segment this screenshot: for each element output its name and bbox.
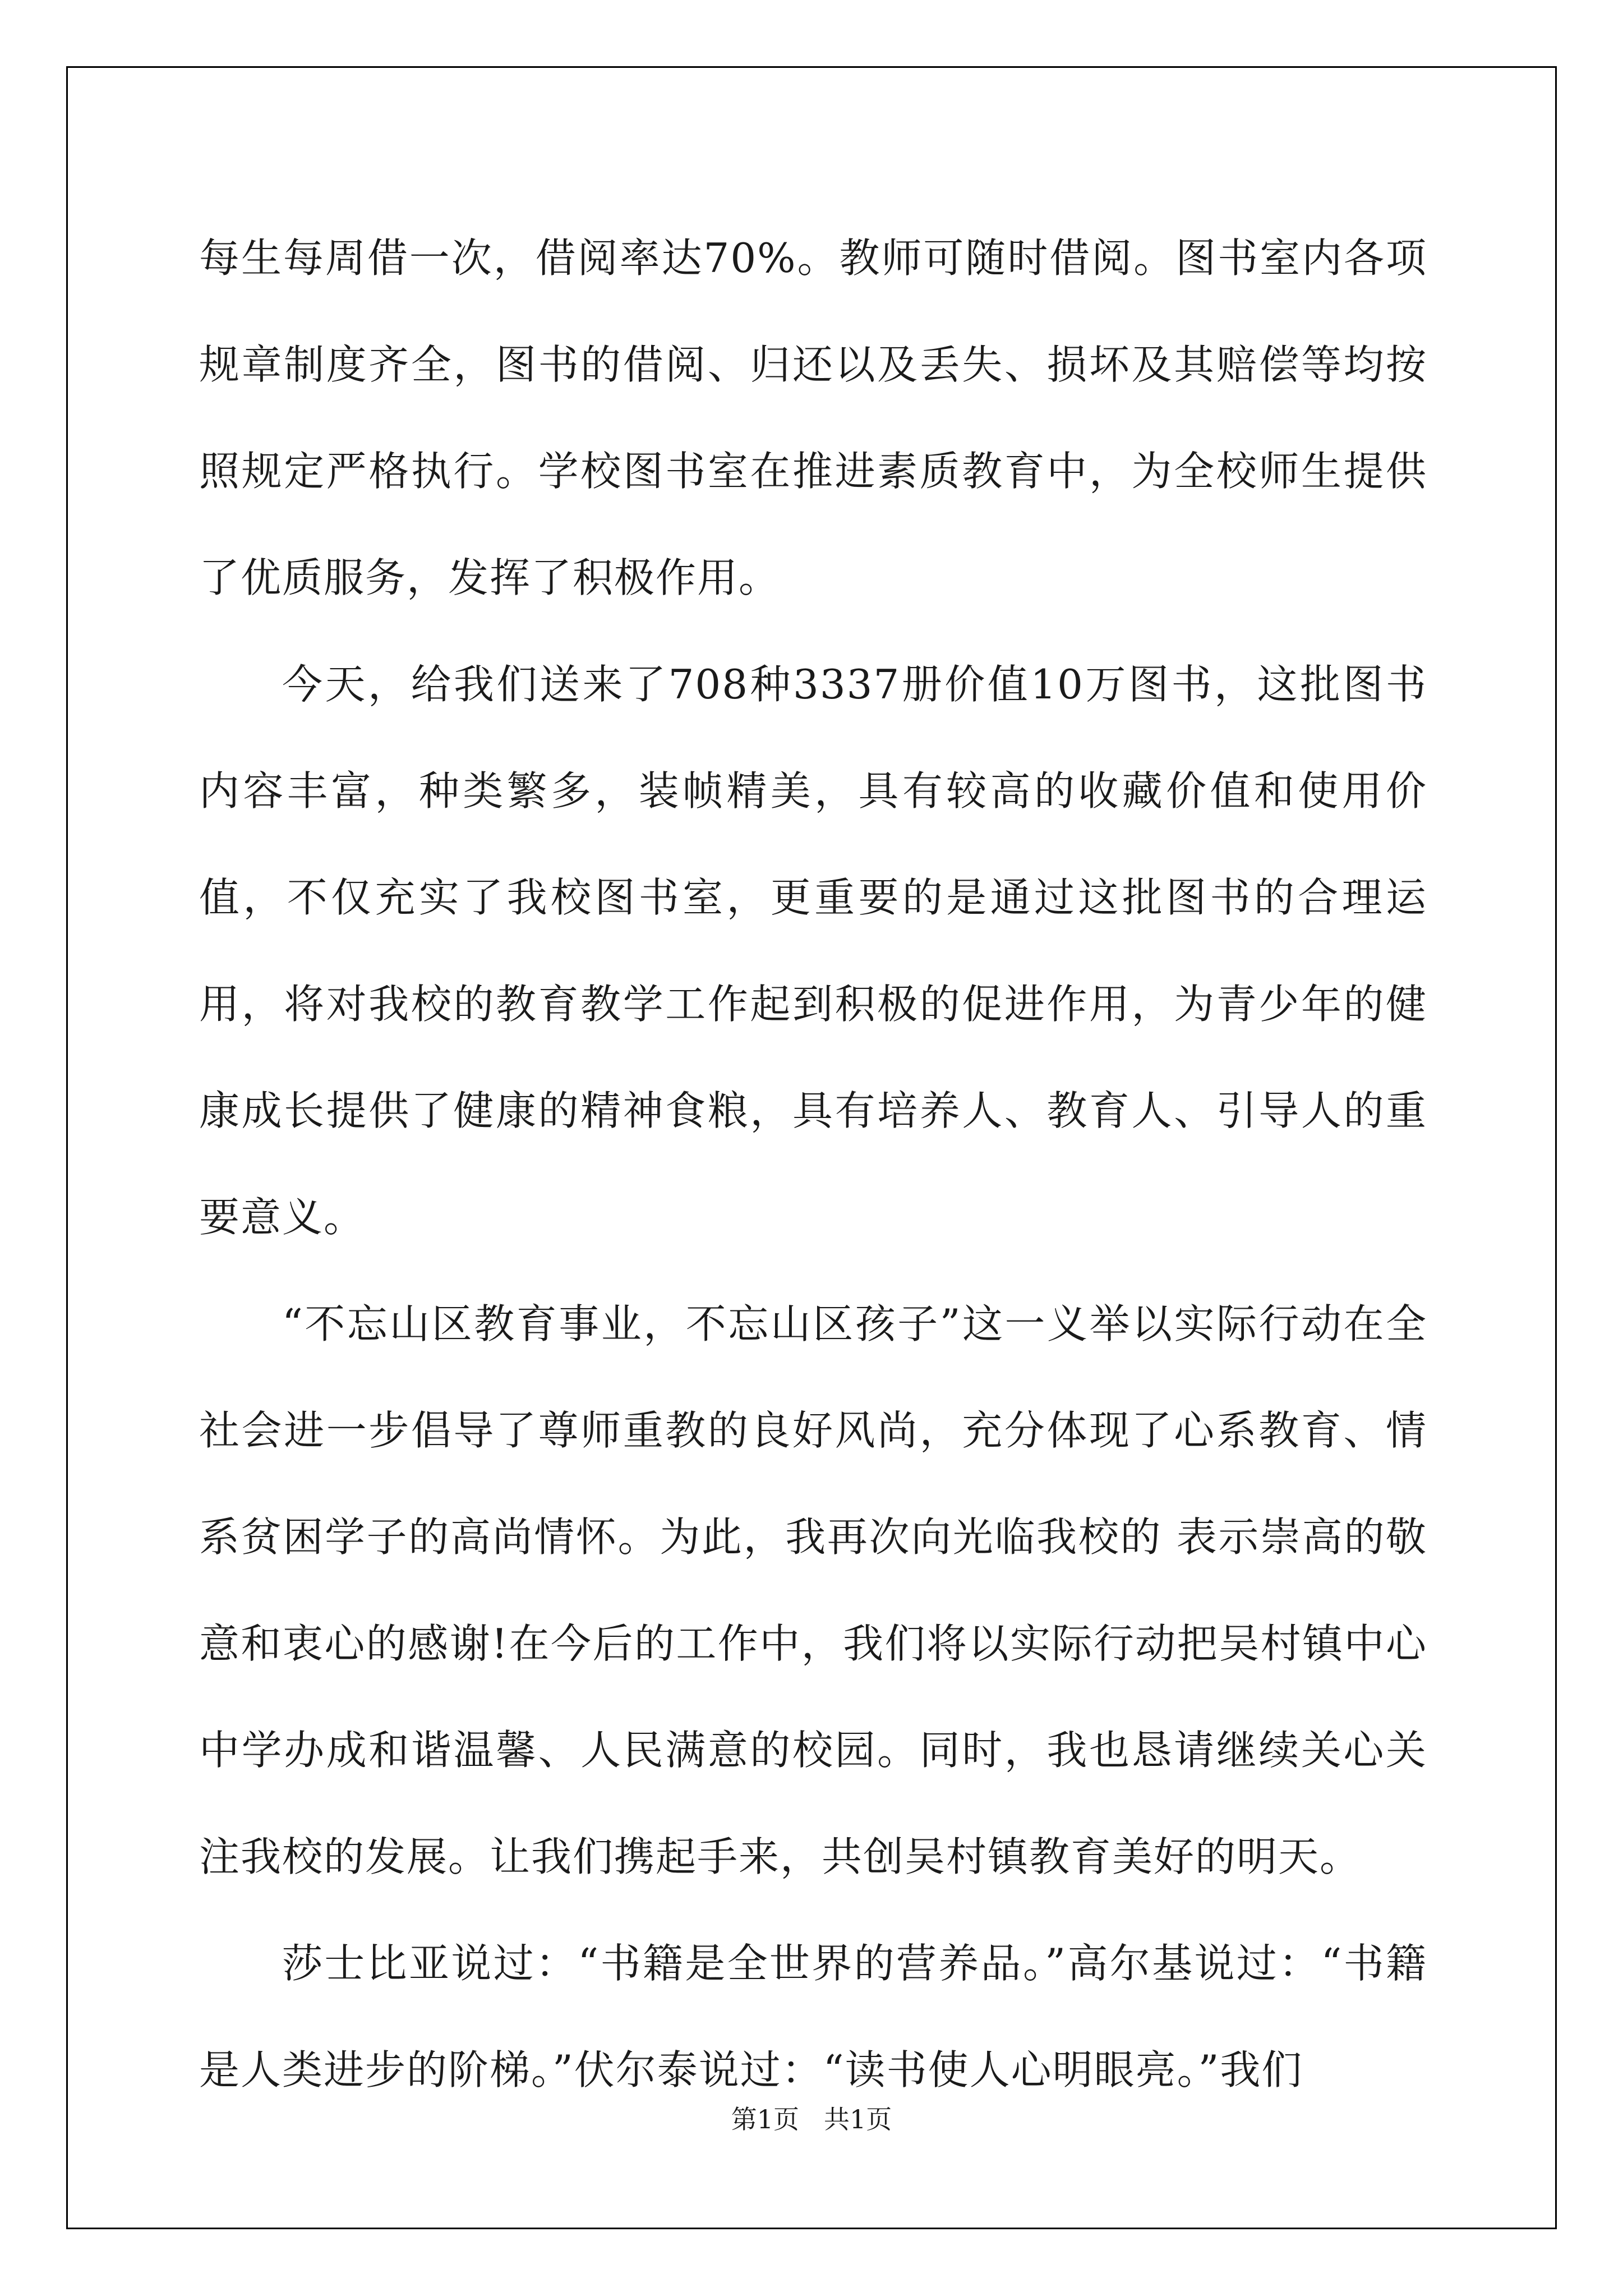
page-footer <box>0 2099 1623 2136</box>
document-body <box>199 205 1427 2123</box>
page-number: 第1页 <box>731 2104 800 2134</box>
footer-separator <box>799 2104 824 2134</box>
paragraph-4: 莎士比亚说过：“书籍是全世界的营养品。”高尔基说过：“书籍是人类进步的阶梯。”伏尔泰说过：“读书使人心明眼亮。”我们 <box>199 1940 1427 2093</box>
paragraph-2: 今天，给我们送来了708种3337册价值10万图书，这批图书内容丰富，种类繁多，装帧精美，具有较高的收藏价值和使用价值，不仅充实了我校图书室，更重要的是通过这批图书的合理运用，将对我校的教育教学工作起到积极的促进作用，为青少年的健康成长提供了健康的精神食粮，具有培养人、教育人、引导人的重要意义。 <box>199 661 1427 1241</box>
paragraph-1: 每生每周借一次，借阅率达70%。教师可随时借阅。图书室内各项规章制度齐全，图书的借阅、归还以及丢失、损坏及其赔偿等均按照规定严格执行。学校图书室在推进素质教育中，为全校师生提供了优质服务，发挥了积极作用。 <box>199 234 1427 601</box>
paragraph-3: “不忘山区教育事业，不忘山区孩子”这一义举以实际行动在全社会进一步倡导了尊师重教的良好风尚，充分体现了心系教育、情系贫困学子的高尚情怀。为此，我再次向光临我校的 表示崇高的敬意和衷心的感谢!在今后的工作中，我们将以实际行动把吴村镇中心中学办成和谐温馨、人民满意的校园。同时，我也恳请继续关心关注我校的发展。让我们携起手来，共创吴村镇教育美好的明天。 <box>199 1300 1427 1880</box>
page-total: 共1页 <box>823 2104 892 2134</box>
